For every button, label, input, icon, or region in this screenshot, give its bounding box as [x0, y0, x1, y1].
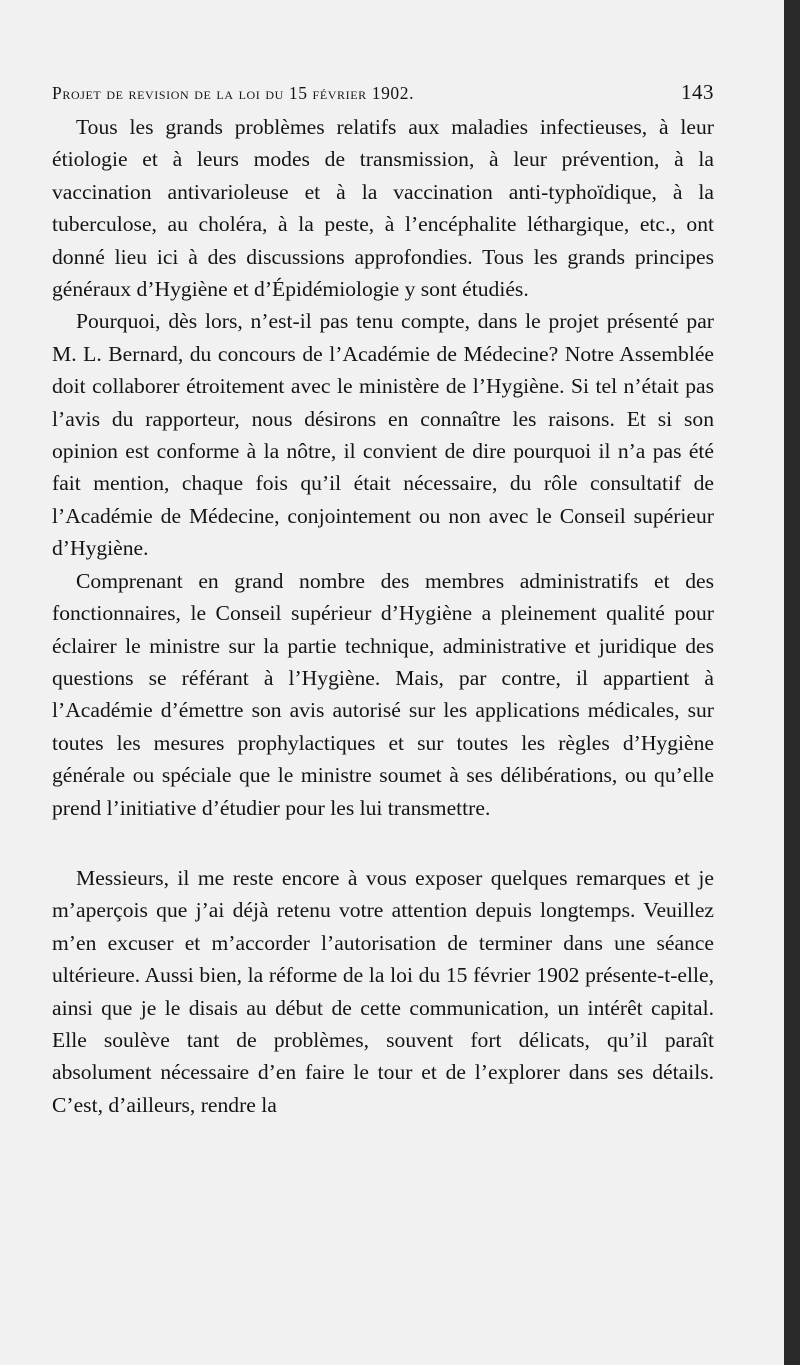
- paragraph: Messieurs, il me reste encore à vous exposer quelques remarques et je m’aperçois que j’ai déjà retenu votre attention depuis longtemps. Veuillez m’en excuser et m’accorder l’autorisation de terminer dans une séance ultérieure. Aussi bien, la réforme de la loi du 15 février 1902 présente-t-elle, ainsi que je le disais au début de cette communication, un intérêt capital. Elle soulève tant de problèmes, souvent fort délicats, qu’il paraît absolument nécessaire d’en faire le tour et de l’explorer dans ses détails. C’est, d’ailleurs, rendre la: [52, 865, 714, 1117]
- body-text: [52, 111, 714, 1121]
- section-break: [52, 824, 714, 862]
- paragraph: Comprenant en grand nombre des membres administratifs et des fonctionnaires, le Conseil supérieur d’Hygiène a pleinement qualité pour éclairer le ministre sur la partie technique, administrative et juridique des questions se référant à l’Hygiène. Mais, par contre, il appartient à l’Académie d’émettre son avis autorisé sur les applications médicales, sur toutes les mesures prophylactiques et sur toutes les règles d’Hygiène générale ou spéciale que le ministre soumet à ses délibérations, ou qu’elle prend l’initiative d’étudier pour les lui transmettre.: [52, 568, 714, 820]
- running-title: Projet de revision de la loi du 15 février 1902.: [52, 83, 415, 103]
- paragraph: Tous les grands problèmes relatifs aux maladies infectieuses, à leur étiologie et à leurs modes de transmission, à leur prévention, à la vaccination antivarioleuse et à la vaccination anti-typhoïdique, à la tuberculose, au choléra, à la peste, à l’encéphalite léthargique, etc., ont donné lieu ici à des discussions approfondies. Tous les grands principes généraux d’Hygiène et d’Épidémiologie y sont étudiés.: [52, 115, 714, 302]
- page-binding-edge: [784, 0, 800, 1365]
- page-number: 143: [681, 80, 714, 104]
- paragraph: Pourquoi, dès lors, n’est-il pas tenu compte, dans le projet présenté par M. L. Bernard, du concours de l’Académie de Médecine? Notre Assemblée doit collaborer étroitement avec le ministère de l’Hygiène. Si tel n’était pas l’avis du rapporteur, nous désirons en connaître les raisons. Et si son opinion est conforme à la nôtre, il convient de dire pourquoi il n’a pas été fait mention, chaque fois qu’il était nécessaire, du rôle consultatif de l’Académie de Médecine, conjointement ou non avec le Conseil supérieur d’Hygiène.: [52, 309, 714, 561]
- running-head: [52, 78, 714, 107]
